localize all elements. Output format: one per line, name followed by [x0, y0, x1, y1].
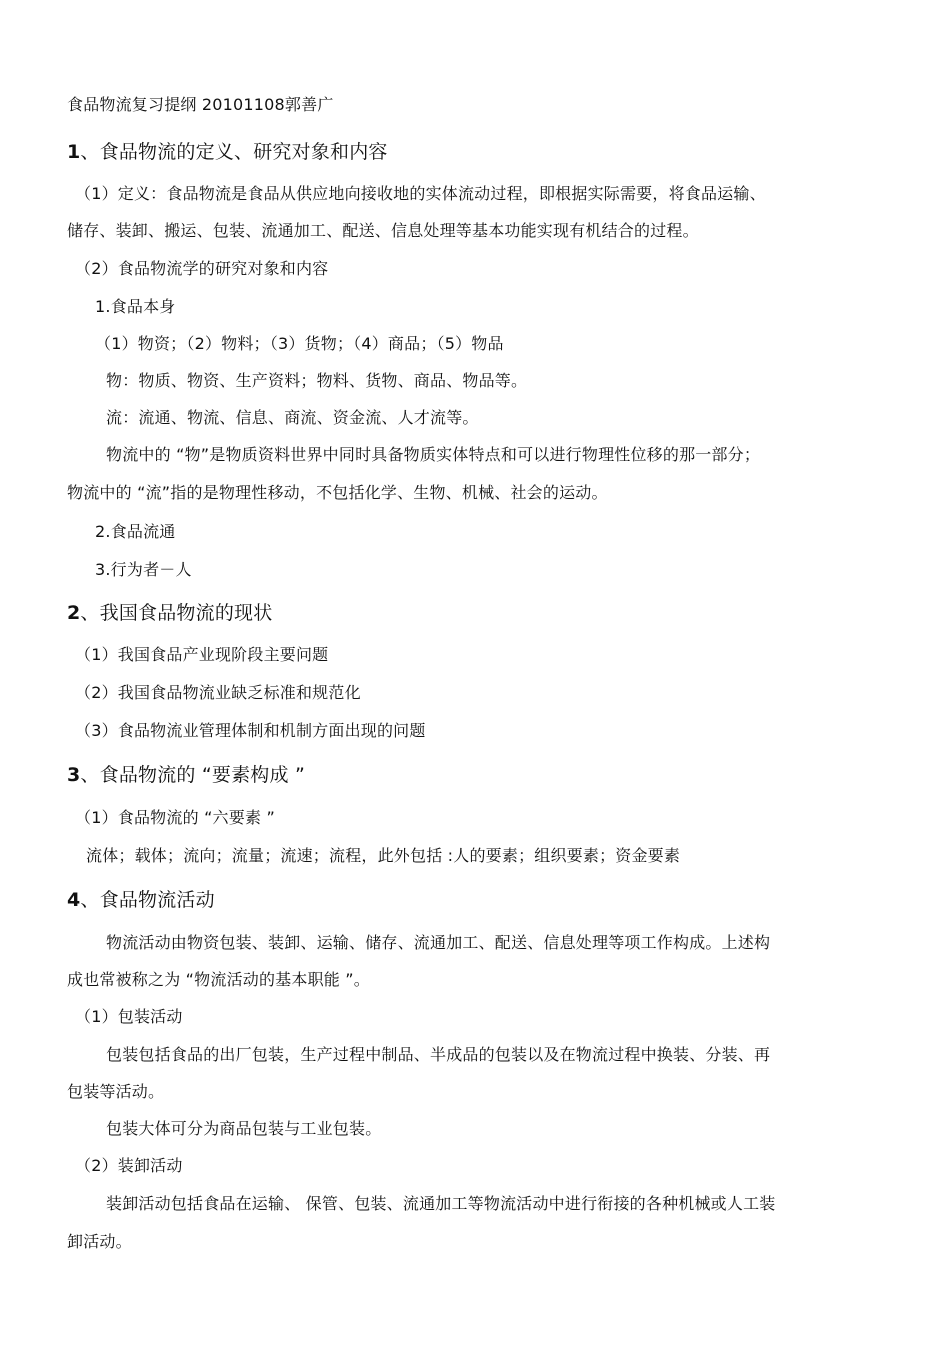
paragraph: （1）我国食品产业现阶段主要问题 [75, 645, 329, 664]
paragraph: 包装大体可分为商品包装与工业包装。 [106, 1119, 382, 1138]
paragraph: （3）食品物流业管理体制和机制方面出现的问题 [75, 721, 426, 740]
section-1-title: 、食品物流的定义、研究对象和内容 [80, 141, 388, 163]
section-1-heading [67, 139, 890, 165]
paragraph: 储存、装卸、搬运、包装、流通加工、配送、信息处理等基本功能实现有机结合的过程。 [67, 221, 699, 240]
paragraph: 物流中的 “流”指的是物理性移动，不包括化学、生物、机械、社会的运动。 [67, 483, 608, 502]
paragraph: 2.食品流通 [95, 522, 176, 541]
paragraph: 流：流通、物流、信息、商流、资金流、人才流等。 [106, 408, 479, 427]
paragraph: （1）物资；（2）物料；（3）货物；（4）商品；（5）物品 [95, 334, 504, 353]
paragraph: （2）装卸活动 [75, 1156, 183, 1175]
paragraph: （2）食品物流学的研究对象和内容 [75, 259, 329, 278]
paragraph: 卸活动。 [67, 1232, 132, 1251]
paragraph: 1.食品本身 [95, 297, 176, 316]
section-3-number: 3 [67, 764, 81, 786]
paragraph: （1）定义：食品物流是食品从供应地向接收地的实体流动过程，即根据实际需要，将食品运输、 [75, 184, 766, 203]
paragraph: 包装包括食品的出厂包装，生产过程中制品、半成品的包装以及在物流过程中换装、分装、再 [106, 1045, 771, 1064]
section-3-heading [67, 762, 890, 788]
paragraph: 装卸活动包括食品在运输、 保管、包装、流通加工等物流活动中进行衔接的各种机械或人工装 [106, 1194, 776, 1213]
section-2-heading [67, 600, 890, 626]
paragraph: （1）食品物流的 “六要素 ” [75, 808, 275, 827]
section-2-title: 、我国食品物流的现状 [80, 602, 273, 624]
paragraph: 包装等活动。 [67, 1082, 165, 1101]
paragraph: （1）包装活动 [75, 1007, 183, 1026]
paragraph: 成也常被称之为 “物流活动的基本职能 ”。 [67, 970, 370, 989]
paragraph: 物流中的 “物”是物质资料世界中同时具备物质实体特点和可以进行物理性位移的那一部分； [106, 445, 761, 464]
section-1-number: 1 [67, 141, 81, 163]
paragraph: 物：物质、物资、生产资料；物料、货物、商品、物品等。 [106, 371, 528, 390]
document-title: 食品物流复习提纲 20101108郭善广 [67, 95, 334, 114]
paragraph: （2）我国食品物流业缺乏标准和规范化 [75, 683, 361, 702]
section-4-title: 、食品物流活动 [80, 889, 215, 911]
paragraph: 物流活动由物资包装、装卸、运输、储存、流通加工、配送、信息处理等项工作构成。上述构 [106, 933, 771, 952]
section-3-title: 、食品物流的 “要素构成 ” [80, 764, 305, 786]
section-2-number: 2 [67, 602, 81, 624]
paragraph: 3.行为者－人 [95, 560, 192, 579]
paragraph: 流体；载体；流向；流量；流速；流程，此外包括 :人的要素；组织要素；资金要素 [86, 846, 681, 865]
section-4-heading [67, 887, 890, 913]
section-4-number: 4 [67, 889, 81, 911]
